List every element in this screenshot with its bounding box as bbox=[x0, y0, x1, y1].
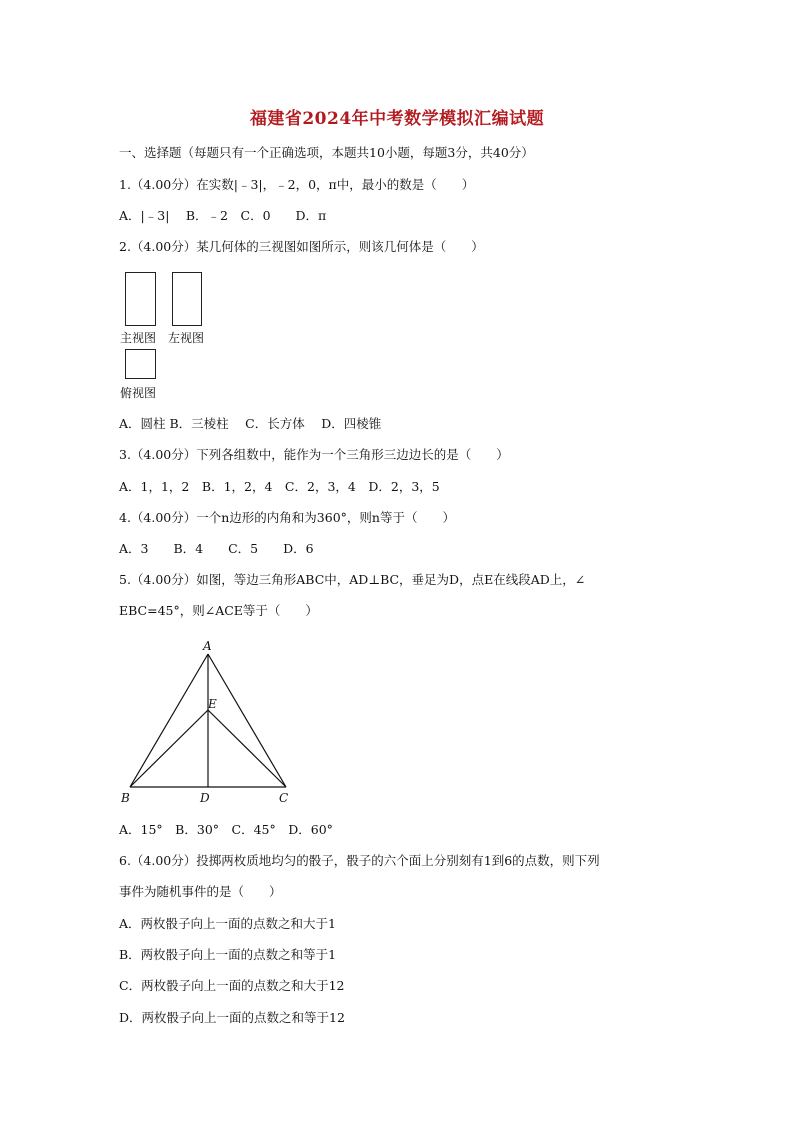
section-header: 一、选择题（每题只有一个正确选项，本题共10小题，每题3分，共40分） bbox=[119, 145, 534, 160]
point-c-label: C bbox=[279, 791, 289, 805]
point-e-label: E bbox=[208, 697, 217, 711]
question-5-options: A．15° B．30° C．45° D．60° bbox=[119, 822, 333, 837]
question-6-option-c: C．两枚骰子向上一面的点数之和大于12 bbox=[119, 978, 345, 993]
question-5-stem-line-2: EBC=45°，则∠ACE等于（ ） bbox=[119, 603, 318, 618]
top-view-label: 俯视图 bbox=[120, 386, 157, 400]
question-6-stem-line-2: 事件为随机事件的是（ ） bbox=[119, 884, 282, 899]
question-6-option-a: A．两枚骰子向上一面的点数之和大于1 bbox=[119, 916, 336, 931]
question-2-options: A．圆柱 B．三棱柱 C．长方体 D．四棱锥 bbox=[119, 416, 382, 431]
front-view-label: 主视图 bbox=[120, 331, 157, 345]
left-view-rectangle bbox=[172, 272, 202, 326]
question-2-stem: 2.（4.00分）某几何体的三视图如图所示，则该几何体是（ ） bbox=[119, 239, 484, 254]
question-3-options: A．1，1，2 B．1，2，4 C．2，3，4 D．2，3，5 bbox=[119, 479, 440, 494]
question-6-option-d: D．两枚骰子向上一面的点数之和等于12 bbox=[119, 1010, 345, 1025]
page-title: 福建省2024年中考数学模拟汇编试题 bbox=[249, 109, 545, 129]
side-ac bbox=[208, 654, 286, 787]
triangle-figure bbox=[115, 632, 305, 808]
question-5-stem-line-1: 5.（4.00分）如图，等边三角形ABC中，AD⊥BC，垂足为D，点E在线段AD上，∠ bbox=[119, 572, 586, 587]
top-view-square bbox=[125, 349, 156, 379]
question-4-options: A．3 B．4 C．5 D．6 bbox=[119, 541, 314, 556]
question-4-stem: 4.（4.00分）一个n边形的内角和为360°，则n等于（ ） bbox=[119, 510, 455, 525]
front-view-rectangle bbox=[125, 272, 156, 326]
point-b-label: B bbox=[121, 791, 130, 805]
side-ab bbox=[130, 654, 208, 787]
question-6-stem-line-1: 6.（4.00分）投掷两枚质地均匀的骰子，骰子的六个面上分别刻有1到6的点数，则下列 bbox=[119, 853, 600, 868]
left-view-label: 左视图 bbox=[168, 331, 205, 345]
question-1-stem: 1.（4.00分）在实数|﹣3|，﹣2，0，π中，最小的数是（ ） bbox=[119, 177, 475, 192]
question-3-stem: 3.（4.00分）下列各组数中，能作为一个三角形三边边长的是（ ） bbox=[119, 447, 509, 462]
point-a-label: A bbox=[203, 639, 212, 653]
question-1-options: A．|﹣3| B．﹣2 C．0 D．π bbox=[119, 208, 327, 223]
point-d-label: D bbox=[200, 791, 210, 805]
question-6-option-b: B．两枚骰子向上一面的点数之和等于1 bbox=[119, 947, 337, 962]
